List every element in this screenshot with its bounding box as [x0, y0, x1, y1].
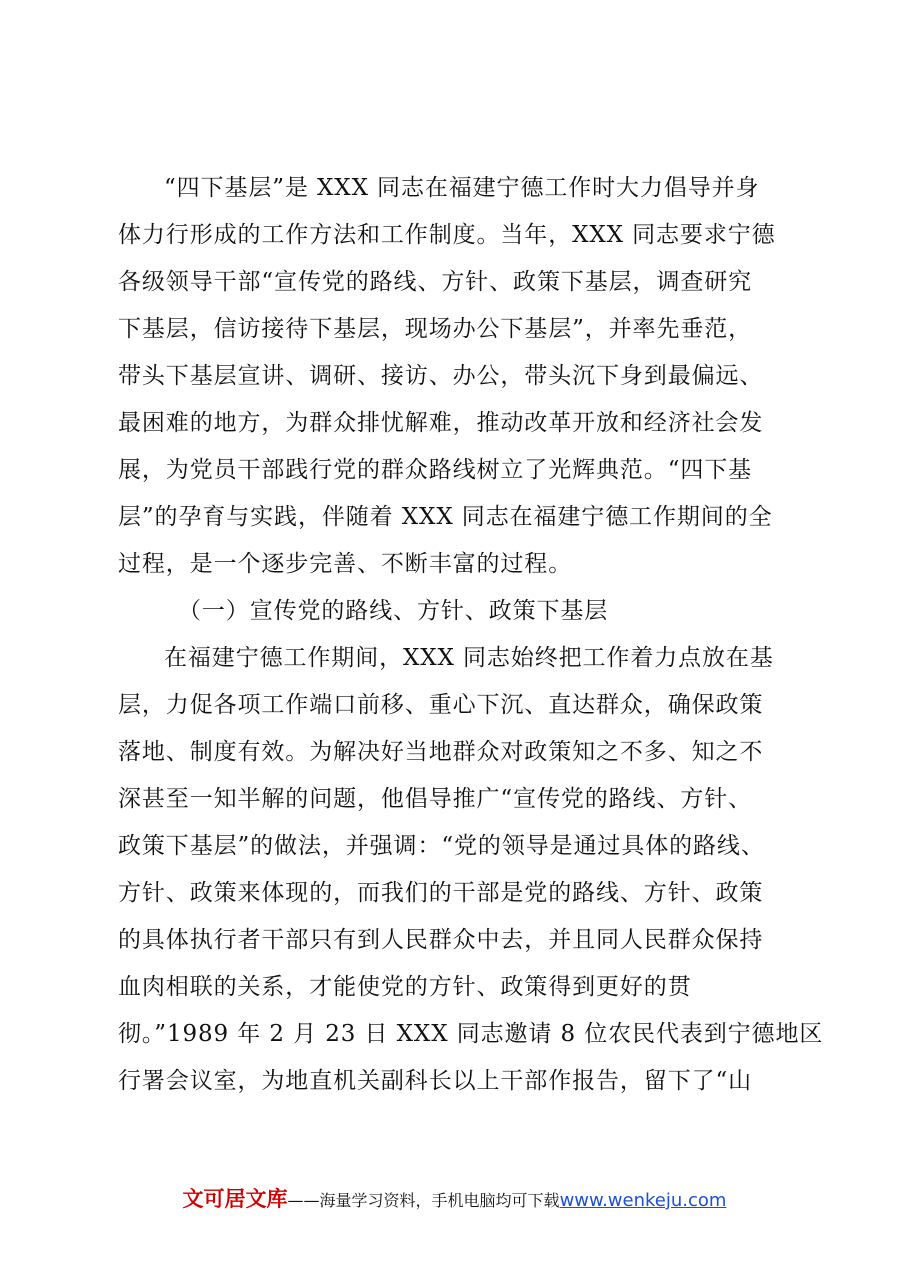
paragraph-line: 层”的孕育与实践，伴随着 XXX 同志在福建宁德工作期间的全 — [118, 504, 773, 530]
paragraph-line: 行署会议室，为地直机关副科长以上干部作报告，留下了“山 — [118, 1068, 753, 1094]
paragraph-line: 体力行形成的工作方法和工作制度。当年，XXX 同志要求宁德 — [118, 222, 776, 248]
paragraph-line: 带头下基层宣讲、调研、接访、办公，带头沉下身到最偏远、 — [118, 363, 764, 389]
paragraph-line: 政策下基层”的做法，并强调：“党的领导是通过具体的路线、 — [118, 833, 765, 859]
paragraph-line: 彻。”1989 年 2 月 23 日 XXX 同志邀请 8 位农民代表到宁德地区 — [118, 1021, 824, 1047]
paragraph-line: 在福建宁德工作期间，XXX 同志始终把工作着力点放在基 — [164, 645, 774, 671]
paragraph-line: 深甚至一知半解的问题，他倡导推广“宣传党的路线、方针、 — [118, 786, 753, 812]
paragraph-line: 下基层，信访接待下基层，现场办公下基层”，并率先垂范， — [118, 316, 753, 342]
paragraph-line: 血肉相联的关系，才能使党的方针、政策得到更好的贯 — [118, 974, 692, 1000]
paragraph-line: 最困难的地方，为群众排忧解难，推动改革开放和经济社会发 — [118, 410, 764, 436]
paragraph-line: “四下基层”是 XXX 同志在福建宁德工作时大力倡导并身 — [164, 175, 760, 201]
section-heading: （一）宣传党的路线、方针、政策下基层 — [178, 598, 609, 624]
paragraph-line: 展，为党员干部践行党的群众路线树立了光辉典范。“四下基 — [118, 457, 753, 483]
paragraph-line: 落地、制度有效。为解决好当地群众对政策知之不多、知之不 — [118, 739, 764, 765]
footer-tagline: ——海量学习资料，手机电脑均可下载 — [287, 1191, 560, 1210]
paragraph-line: 各级领导干部“宣传党的路线、方针、政策下基层，调查研究 — [118, 269, 753, 295]
paragraph-line: 的具体执行者干部只有到人民群众中去，并且同人民群众保持 — [118, 927, 764, 953]
brand-name: 文可居文库 — [182, 1187, 288, 1211]
paragraph-line: 方针、政策来体现的，而我们的干部是党的路线、方针、政策 — [118, 880, 764, 906]
paragraph-line: 层，力促各项工作端口前移、重心下沉、直达群众，确保政策 — [118, 692, 764, 718]
website-link[interactable]: www.wenkeju.com — [559, 1190, 727, 1211]
footer-banner — [0, 1183, 909, 1213]
paragraph-line: 过程，是一个逐步完善、不断丰富的过程。 — [118, 551, 573, 577]
